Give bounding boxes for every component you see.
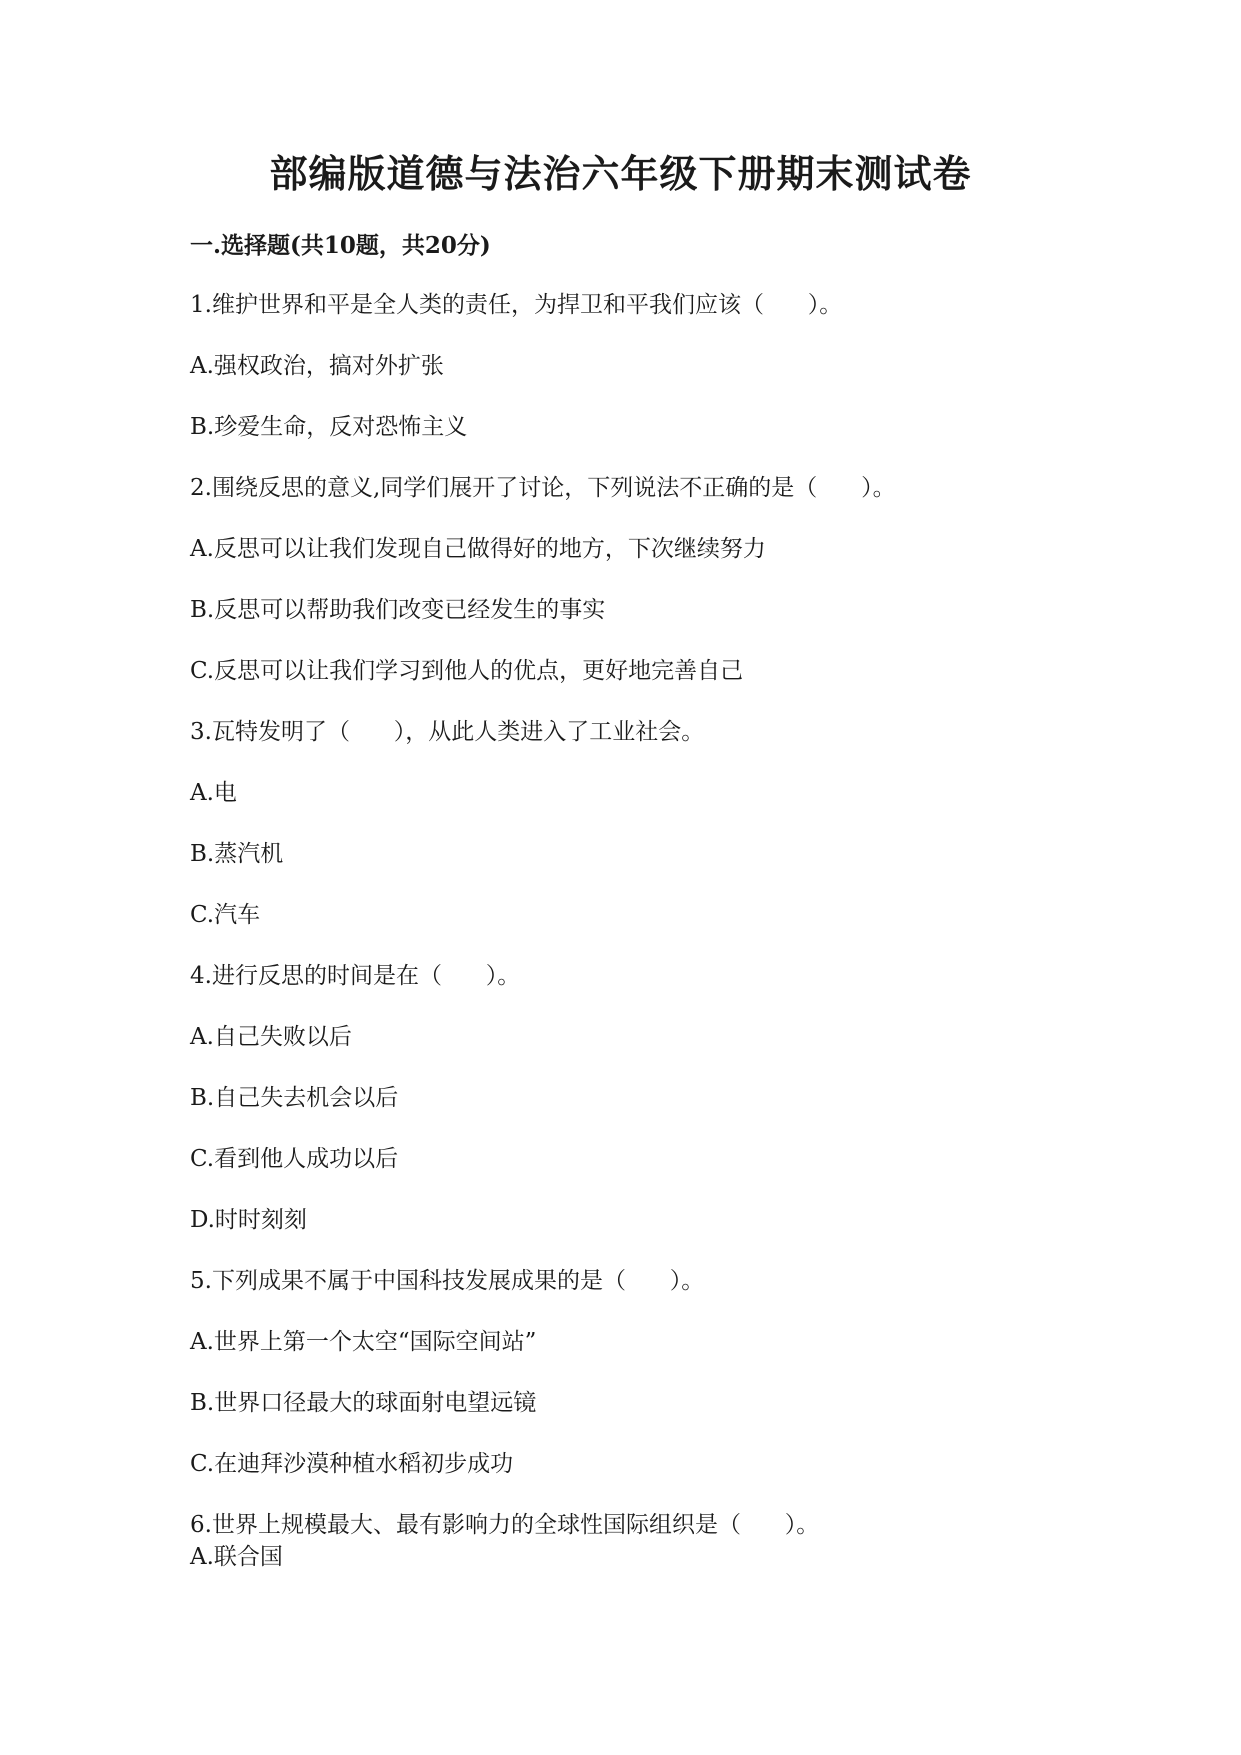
question-5-option-b: B.世界口径最大的球面射电望远镜: [190, 1390, 537, 1416]
question-1-option-b: B.珍爱生命，反对恐怖主义: [190, 414, 468, 440]
section-heading: 一.选择题(共10题，共20分): [190, 232, 491, 259]
question-2: 2.围绕反思的意义,同学们展开了讨论，下列说法不正确的是（ ）。: [190, 475, 896, 501]
page-title: 部编版道德与法治六年级下册期末测试卷: [269, 151, 972, 196]
question-6-option-a: A.联合国: [190, 1544, 283, 1570]
question-2-option-a: A.反思可以让我们发现自己做得好的地方，下次继续努力: [190, 536, 766, 562]
question-3: 3.瓦特发明了（ ），从此人类进入了工业社会。: [190, 719, 705, 745]
question-5: 5.下列成果不属于中国科技发展成果的是（ ）。: [190, 1268, 705, 1294]
question-1-option-a: A.强权政治，搞对外扩张: [190, 353, 444, 379]
question-4-option-d: D.时时刻刻: [190, 1207, 307, 1233]
question-1: 1.维护世界和平是全人类的责任，为捍卫和平我们应该（ ）。: [190, 292, 843, 318]
question-3-option-c: C.汽车: [190, 902, 261, 928]
question-6: 6.世界上规模最大、最有影响力的全球性国际组织是（ ）。: [190, 1512, 820, 1538]
question-4-option-b: B.自己失去机会以后: [190, 1085, 399, 1111]
question-5-option-c: C.在迪拜沙漠种植水稻初步成功: [190, 1451, 514, 1477]
question-4-option-c: C.看到他人成功以后: [190, 1146, 399, 1172]
question-3-option-a: A.电: [190, 780, 237, 806]
question-2-option-c: C.反思可以让我们学习到他人的优点，更好地完善自己: [190, 658, 744, 684]
question-5-option-a: A.世界上第一个太空“国际空间站”: [190, 1329, 537, 1355]
question-2-option-b: B.反思可以帮助我们改变已经发生的事实: [190, 597, 606, 623]
question-4: 4.进行反思的时间是在（ ）。: [190, 963, 521, 989]
question-4-option-a: A.自己失败以后: [190, 1024, 352, 1050]
question-3-option-b: B.蒸汽机: [190, 841, 284, 867]
